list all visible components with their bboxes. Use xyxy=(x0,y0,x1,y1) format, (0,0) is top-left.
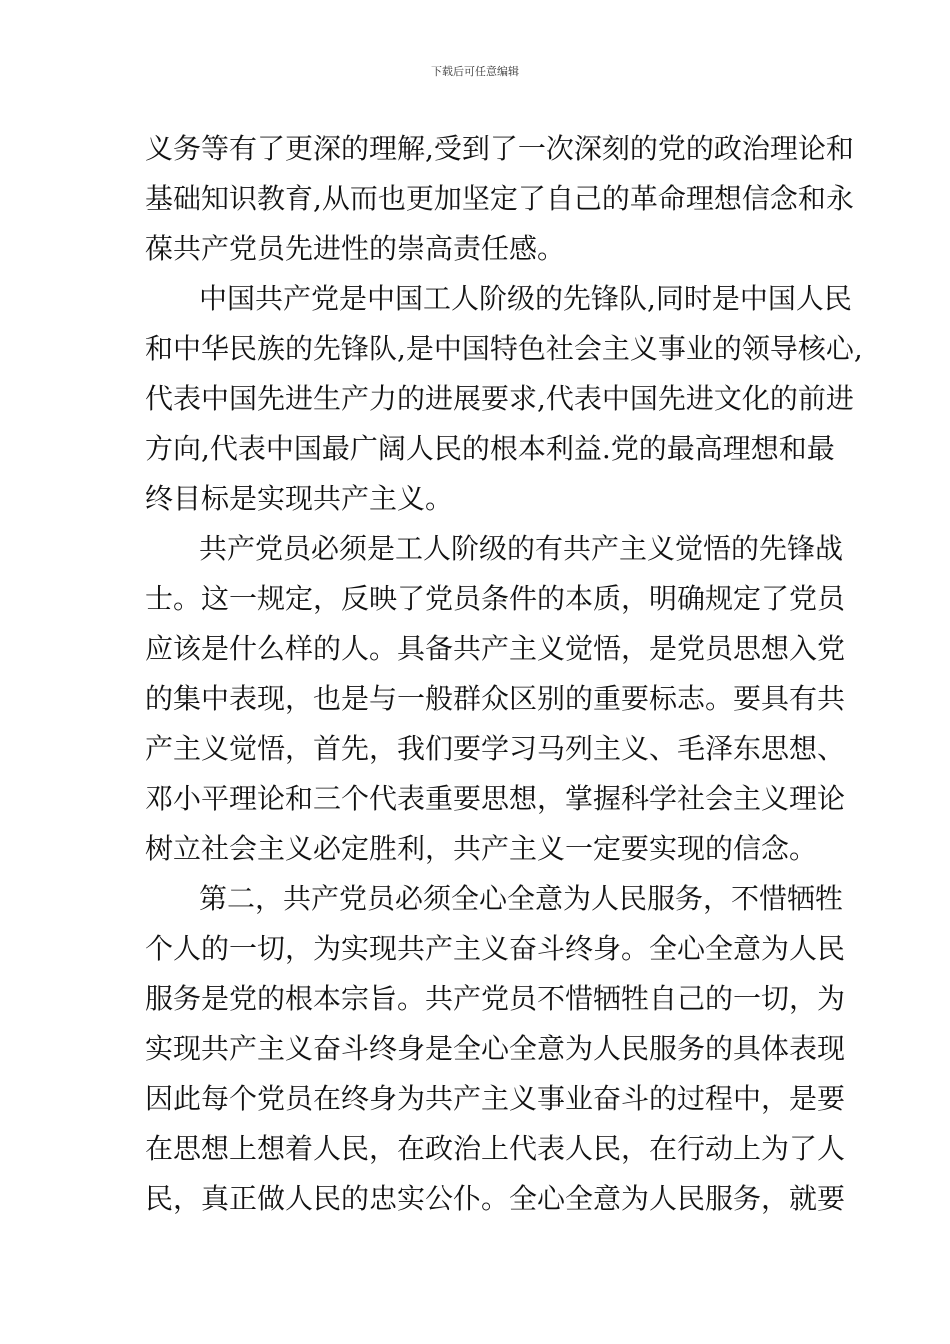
document-body xyxy=(145,124,863,1224)
paragraph xyxy=(145,874,846,1224)
text-line: 应该是什么样的人。具备共产主义觉悟，是党员思想入党 xyxy=(145,632,846,665)
text-line: 中国共产党是中国工人阶级的先锋队,同时是中国人民 xyxy=(199,282,852,315)
text-line: 方向,代表中国最广阔人民的根本利益.党的最高理想和最 xyxy=(145,432,835,465)
text-line: 树立社会主义必定胜利，共产主义一定要实现的信念。 xyxy=(145,832,818,865)
text-line: 第二，共产党员必须全心全意为人民服务，不惜牺牲 xyxy=(199,882,844,915)
text-line: 葆共产党员先进性的崇高责任感。 xyxy=(145,232,566,265)
text-line: 基础知识教育,从而也更加坚定了自己的革命理想信念和永 xyxy=(145,182,854,215)
text-line: 邓小平理论和三个代表重要思想，掌握科学社会主义理论 xyxy=(145,782,846,815)
text-line: 代表中国先进生产力的进展要求,代表中国先进文化的前进 xyxy=(145,382,854,415)
text-line: 因此每个党员在终身为共产主义事业奋斗的过程中，是要 xyxy=(145,1082,846,1115)
paragraph xyxy=(145,524,846,874)
text-line: 士。这一规定，反映了党员条件的本质，明确规定了党员 xyxy=(145,582,846,615)
text-line: 义务等有了更深的理解,受到了一次深刻的党的政治理论和 xyxy=(145,132,854,165)
text-line: 个人的一切，为实现共产主义奋斗终身。全心全意为人民 xyxy=(145,932,846,965)
text-line: 和中华民族的先锋队,是中国特色社会主义事业的领导核心, xyxy=(145,332,863,365)
text-line: 服务是党的根本宗旨。共产党员不惜牺牲自己的一切，为 xyxy=(145,982,846,1015)
text-line: 终目标是实现共产主义。 xyxy=(145,482,454,515)
text-line: 产主义觉悟，首先，我们要学习马列主义、毛泽东思想、 xyxy=(145,732,846,765)
text-line: 民，真正做人民的忠实公仆。全心全意为人民服务，就要 xyxy=(145,1182,846,1215)
text-line: 在思想上想着人民，在政治上代表人民，在行动上为了人 xyxy=(145,1132,846,1165)
page-header: 下载后可任意编辑 xyxy=(431,65,519,78)
text-line: 的集中表现，也是与一般群众区别的重要标志。要具有共 xyxy=(145,682,846,715)
paragraph xyxy=(145,274,863,524)
text-line: 共产党员必须是工人阶级的有共产主义觉悟的先锋战 xyxy=(199,532,844,565)
paragraph xyxy=(145,124,854,274)
text-line: 实现共产主义奋斗终身是全心全意为人民服务的具体表现 xyxy=(145,1032,846,1065)
